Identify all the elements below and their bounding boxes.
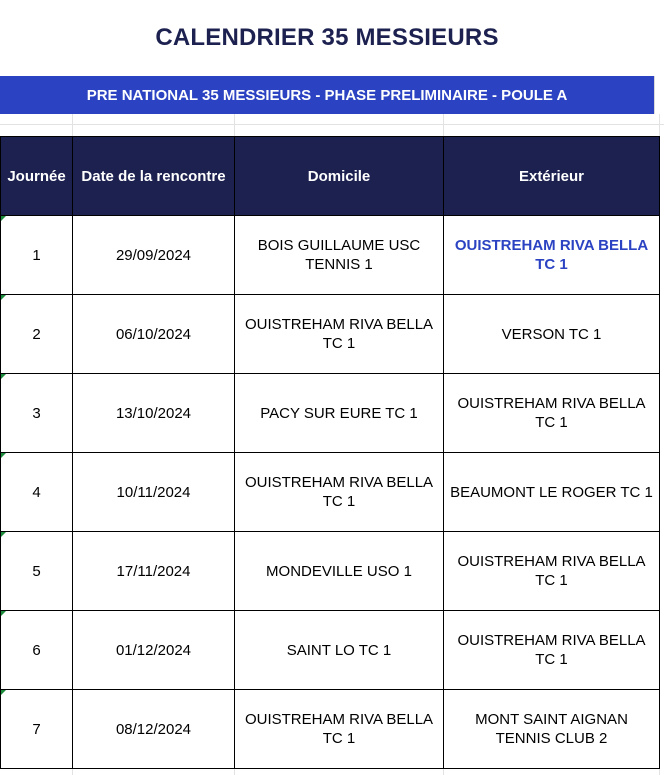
cell-journee-text: 3 — [32, 404, 41, 422]
cell-domicile-text: MONDEVILLE USO 1 — [266, 562, 412, 580]
cell-exterieur-text: VERSON TC 1 — [501, 325, 602, 343]
cell-exterieur[interactable] — [444, 453, 660, 532]
table-row — [1, 216, 660, 295]
cell-exterieur-text: MONT SAINT AIGNAN TENNIS CLUB 2 — [475, 711, 628, 747]
sheet-title: CALENDRIER 35 MESSIEURS — [155, 23, 499, 51]
cell-exterieur[interactable] — [444, 216, 660, 295]
sheet-edge — [654, 76, 664, 114]
cell-domicile-text: SAINT LO TC 1 — [286, 641, 392, 659]
cell-exterieur-text: OUISTREHAM RIVA BELLA TC 1 — [454, 237, 649, 273]
comment-marker-icon[interactable] — [1, 611, 6, 616]
table-row — [1, 453, 660, 532]
cell-journee[interactable] — [1, 453, 73, 532]
cell-domicile-text: PACY SUR EURE TC 1 — [260, 404, 418, 422]
comment-marker-icon[interactable] — [1, 374, 6, 379]
cell-journee[interactable] — [1, 690, 73, 769]
comment-marker-icon[interactable] — [1, 295, 6, 300]
table-row — [1, 611, 660, 690]
comment-marker-icon[interactable] — [1, 690, 6, 695]
cell-exterieur-text: BEAUMONT LE ROGER TC 1 — [450, 483, 653, 501]
cell-exterieur[interactable] — [444, 532, 660, 611]
cell-journee[interactable] — [1, 216, 73, 295]
table-row — [1, 374, 660, 453]
comment-marker-icon[interactable] — [1, 532, 6, 537]
cell-exterieur-text: OUISTREHAM RIVA BELLA TC 1 — [457, 632, 646, 668]
cell-domicile[interactable] — [235, 532, 444, 611]
table-row — [1, 690, 660, 769]
cell-journee[interactable] — [1, 374, 73, 453]
table-row — [1, 532, 660, 611]
cell-domicile-text: OUISTREHAM RIVA BELLA TC 1 — [244, 711, 434, 747]
poule-banner: PRE NATIONAL 35 MESSIEURS - PHASE PRELIMINAIRE - POULE A — [0, 76, 654, 114]
cell-domicile[interactable] — [235, 374, 444, 453]
header-domicile[interactable]: Domicile — [235, 137, 444, 216]
cell-date[interactable] — [73, 374, 235, 453]
cell-exterieur[interactable] — [444, 295, 660, 374]
cell-journee[interactable] — [1, 532, 73, 611]
cell-domicile-text: OUISTREHAM RIVA BELLA TC 1 — [244, 474, 434, 510]
empty-grid-row — [0, 114, 664, 136]
cell-date[interactable] — [73, 532, 235, 611]
cell-exterieur[interactable] — [444, 611, 660, 690]
header-exterieur[interactable]: Extérieur — [444, 137, 660, 216]
cell-domicile[interactable] — [235, 295, 444, 374]
cell-date[interactable] — [73, 690, 235, 769]
comment-marker-icon[interactable] — [1, 216, 6, 221]
cell-date[interactable] — [73, 295, 235, 374]
cell-exterieur[interactable] — [444, 690, 660, 769]
cell-journee-text: 1 — [32, 246, 41, 264]
cell-exterieur[interactable] — [444, 374, 660, 453]
cell-domicile[interactable] — [235, 611, 444, 690]
cell-domicile[interactable] — [235, 453, 444, 532]
cell-journee-text: 6 — [32, 641, 41, 659]
cell-domicile[interactable] — [235, 216, 444, 295]
cell-date-text: 10/11/2024 — [116, 483, 191, 501]
cell-journee[interactable] — [1, 295, 73, 374]
cell-date[interactable] — [73, 611, 235, 690]
header-journee[interactable]: Journée — [1, 137, 73, 216]
cell-date-text: 08/12/2024 — [115, 720, 192, 738]
cell-date-text: 01/12/2024 — [115, 641, 192, 659]
cell-date-text: 29/09/2024 — [115, 246, 192, 264]
cell-date-text: 06/10/2024 — [115, 325, 192, 343]
cell-date-text: 17/11/2024 — [116, 562, 191, 580]
cell-journee-text: 2 — [32, 325, 41, 343]
calendar-table — [0, 136, 660, 769]
cell-domicile[interactable] — [235, 690, 444, 769]
cell-exterieur-text: OUISTREHAM RIVA BELLA TC 1 — [457, 395, 646, 431]
header-row — [1, 137, 660, 216]
cell-date-text: 13/10/2024 — [115, 404, 192, 422]
comment-marker-icon[interactable] — [1, 453, 6, 458]
cell-journee-text: 4 — [32, 483, 41, 501]
next-grid-row — [0, 769, 664, 775]
cell-domicile-text: OUISTREHAM RIVA BELLA TC 1 — [244, 316, 434, 352]
cell-journee[interactable] — [1, 611, 73, 690]
cell-domicile-text: BOIS GUILLAUME USC TENNIS 1 — [257, 237, 421, 273]
header-date[interactable]: Date de la rencontre — [73, 137, 235, 216]
table-row — [1, 295, 660, 374]
cell-date[interactable] — [73, 453, 235, 532]
cell-date[interactable] — [73, 216, 235, 295]
cell-journee-text: 7 — [32, 720, 41, 738]
cell-journee-text: 5 — [32, 562, 41, 580]
cell-exterieur-text: OUISTREHAM RIVA BELLA TC 1 — [457, 553, 646, 589]
